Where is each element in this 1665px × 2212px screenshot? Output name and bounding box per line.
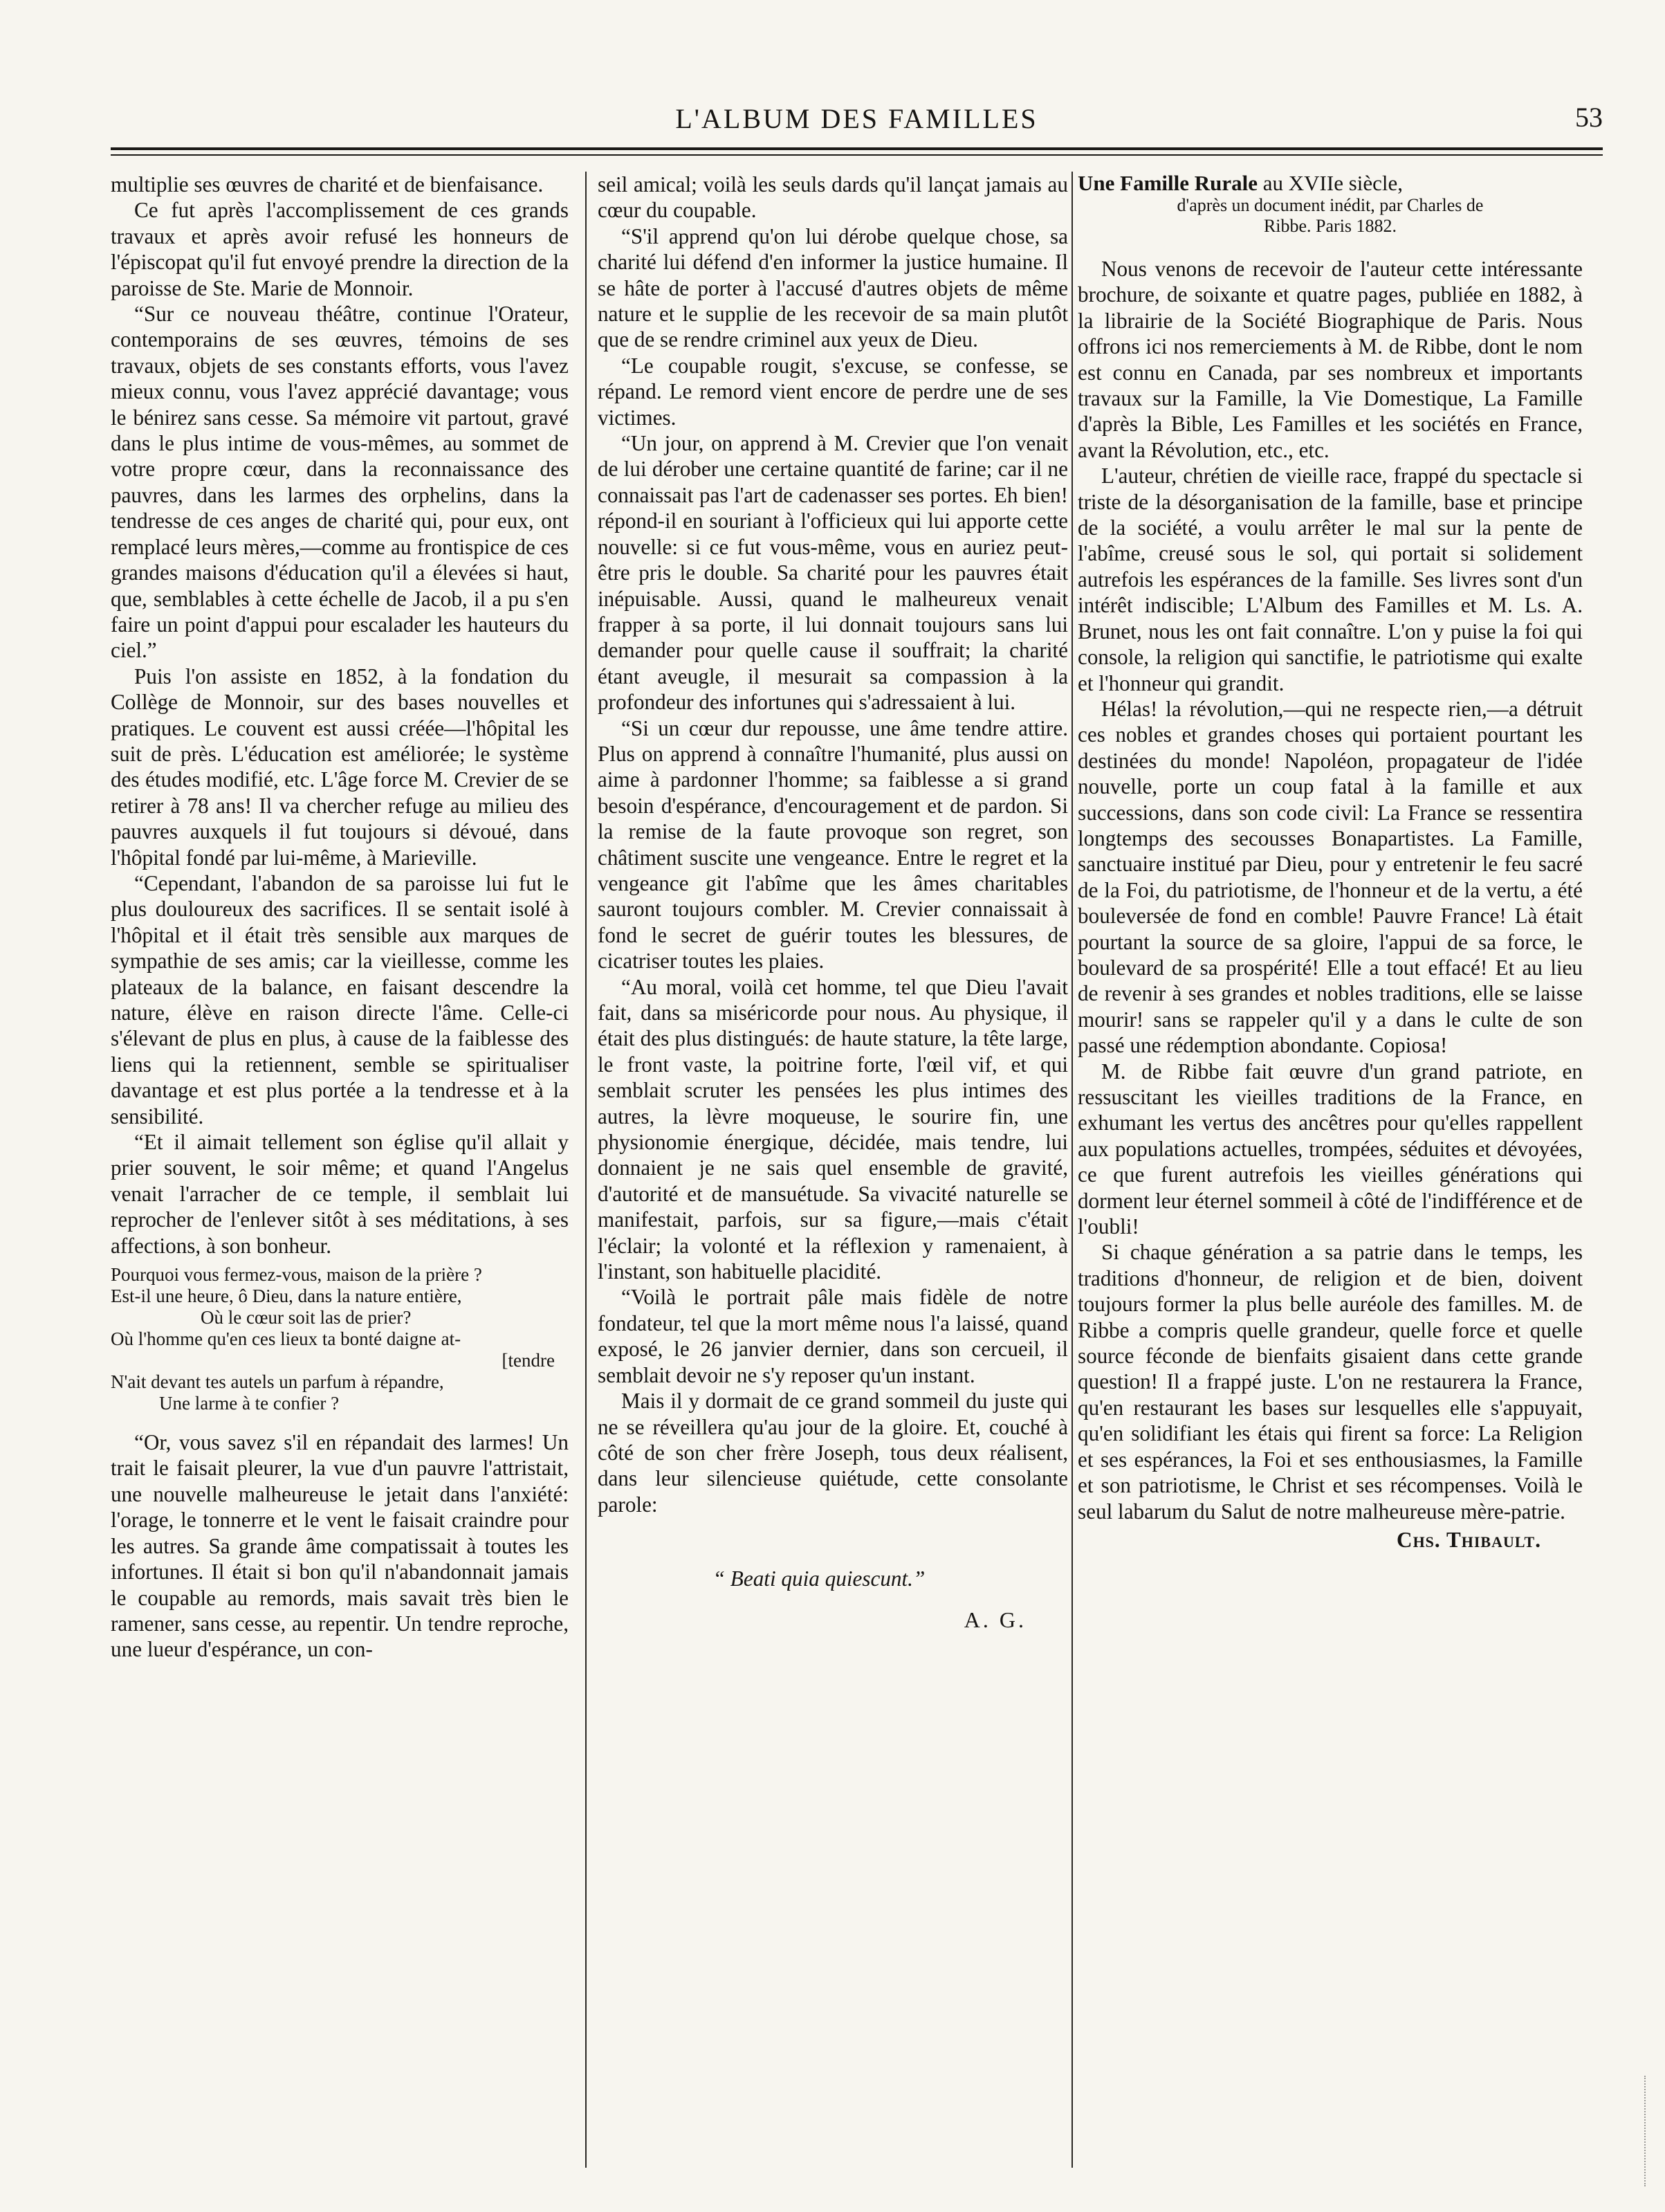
column-1: [111, 172, 569, 2178]
poem-line: Pourquoi vous fermez-vous, maison de la prière ?: [111, 1264, 482, 1286]
binding-edge-mark: [1644, 2076, 1653, 2186]
header-rule-thick: [111, 147, 1603, 150]
paragraph: “S'il apprend qu'on lui dérobe quelque chose, sa charité lui défend d'en informer la justice humaine. Il se hâte de porter à l'accusé d'autres objets de même nature et le supplie de les recevoir de sa main plutôt que de se rendre criminel aux yeux de Dieu.: [598, 223, 1068, 352]
paragraph: Mais il y dormait de ce grand sommeil du juste qui ne se réveillera qu'au jour de la gloire. Et, couché à côté de son cher frère Joseph, tous deux réalisent, dans leur silencieuse quiétude, cette consolante parole:: [598, 1389, 1068, 1517]
poem-line: Une larme à te confier ?: [159, 1393, 340, 1414]
paragraph: Hélas! la révolution,—qui ne respecte rien,—a détruit ces nobles et grandes choses qui portaient pourtant les destinées du monde! Napoléon, propagateur de l'idée nouvelle, porte un coup fatal à la famille et aux successions, dans son code civil: La France se ressentira longtemps des secousses Bonapartistes. La Famille, sanctuaire institué par Dieu, pour y entretenir le feu sacré de la Foi, du patriotisme, de l'honneur et de la vertu, a été bouleversée de fond en comble! Pauvre France! Là était pourtant la source de sa gloire, l'appui de sa force, le boulevard de sa prospérité! Elle a tout effacé! Et au lieu de revenir à ses grandes et nobles traditions, elle se laisse mourir! sans se rappeler qu'il y a dans le culte de son passé une rédemption abondante. Copiosa!: [1078, 696, 1583, 1058]
page-number: 53: [1575, 102, 1603, 133]
paragraph: M. de Ribbe fait œuvre d'un grand patriote, en ressuscitant les vieilles traditions de la France, en exhumant les vertus des ancêtres pour qu'elles rappellent aux populations actuelles, trompées, séduites et dévoyées, ce que furent autrefois les vieilles générations qui dorment leur éternel sommeil à côté de l'indifférence et de l'oubli!: [1078, 1059, 1583, 1239]
review-title: Une Famille Rurale: [1078, 172, 1258, 195]
paragraph: “Sur ce nouveau théâtre, continue l'Orateur, contemporains de ses œuvres, témoins de ses travaux, objets de ses constants efforts, vous l'avez mieux connu, vous l'avez apprécié davantage; vous le bénirez sans cesse. Sa mémoire vit partout, gravé dans le plus intime de vous-mêmes, au sommet de votre propre cœur, dans la reconnaissance des pauvres, dans les larmes des orphelins, dans la tendresse de ces anges de charité qui, pour eux, ont remplacé leurs mères,—comme au frontispice de ces grandes maisons d'éducation qu'il a élevées si haut, que, semblables à cette échelle de Jacob, il a pu s'en faire un point d'appui pour escalader les hauteurs du ciel.”: [111, 302, 569, 663]
paragraph: “Le coupable rougit, s'excuse, se confesse, se répand. Le remord vient encore de perdre une de ses victimes.: [598, 353, 1068, 430]
column-2: [598, 172, 1068, 2178]
paragraph: “Cependant, l'abandon de sa paroisse lui fut le plus douloureux des sacrifices. Il se sentait isolé à l'hôpital et il était très sensible aux marques de sympathie de ses amis; car la vieillesse, comme les plateaux de la balance, en faisant descendre la nature, élève en raison directe l'âme. Celle-ci s'élevant de plus en plus, à cause de la faiblesse des liens qui la retiennent, semble se spiritualiser davantage et est plus portée a la tendresse et à la sensibilité.: [111, 870, 569, 1128]
review-heading: [1078, 172, 1583, 237]
running-title: L'ALBUM DES FAMILLES: [675, 103, 1038, 134]
latin-quote: “ Beati quia quiescunt.”: [712, 1566, 926, 1591]
poem-line: Où l'homme qu'en ces lieux ta bonté daigne at-: [111, 1328, 461, 1350]
paragraph: “Voilà le portrait pâle mais fidèle de notre fondateur, tel que la mort même nous l'a laissé, quand exposé, le 26 janvier dernier, dans son cercueil, il semblait devoir ne s'y reposer qu'un instant.: [598, 1285, 1068, 1387]
review-subtitle: d'après un document inédit, par Charles de: [1177, 195, 1484, 215]
review-title-rest: au XVIIe siècle,: [1258, 172, 1404, 195]
paragraph: Ce fut après l'accomplissement de ces grands travaux et après avoir refusé les honneurs de l'épiscopat qu'il fut envoyé prendre la direction de la paroisse de Ste. Marie de Monnoir.: [111, 198, 569, 300]
poem-line: Où le cœur soit las de prier?: [201, 1307, 412, 1328]
header-rule-thin: [111, 154, 1603, 156]
poem-line: N'ait devant tes autels un parfum à répandre,: [111, 1371, 444, 1393]
paragraph: “Au moral, voilà cet homme, tel que Dieu l'avait fait, dans sa miséricorde pour nous. Au physique, il était des plus distingués: de haute stature, la tête large, le front vaste, la poitrine forte, l'œil vif, et qui semblait scruter les pensées les plus intimes des autres, la lèvre moqueuse, le sourire fin, une physionomie énergique, décidée, mais tendre, lui donnaient je ne sais quel ensemble de gravité, d'autorité et de mansuétude. Sa vivacité naturelle se manifestait, parfois, sur sa figure,—mais c'était l'éclair; la volonté et la réflexion y ramenaient, à l'instant, son habituelle placidité.: [598, 974, 1068, 1284]
poem-line: [tendre: [502, 1350, 555, 1371]
poem-excerpt: [111, 1264, 569, 1414]
review-signature: Chs. Thibault.: [1397, 1527, 1541, 1552]
column-divider-2: [1071, 172, 1073, 2168]
column-divider-1: [585, 172, 587, 2168]
paragraph: Puis l'on assiste en 1852, à la fondation du Collège de Monnoir, sur des bases nouvelles et pratiques. Le couvent est aussi créée—l'hôpital les suit de près. L'éducation est améliorée; le système des études modifié, etc. L'âge force M. Crevier de se retirer à 78 ans! Il va chercher refuge au milieu des pauvres auxquels il fut toujours si dévoué, dans l'hôpital fondé par lui-même, à Marieville.: [111, 664, 569, 870]
paragraph: multiplie ses œuvres de charité et de bienfaisance.: [111, 172, 544, 196]
column-3: [1078, 172, 1583, 2178]
paragraph: “Si un cœur dur repousse, une âme tendre attire. Plus on apprend à connaître l'humanité, plus aussi on aime à pardonner l'homme; sa faiblesse a si grand besoin d'espérance, d'encouragement et de pardon. Si la remise de la faute provoque son regret, son châtiment suscite une vengeance. Entre le regret et la vengeance git l'abîme que les âmes charitables sauront toujours combler. M. Crevier connaissait à fond le secret de guérir toutes les blessures, de cicatriser toutes les plaies.: [598, 715, 1068, 974]
paragraph: seil amical; voilà les seuls dards qu'il lançat jamais au cœur du coupable.: [598, 172, 1068, 223]
review-publication: Ribbe. Paris 1882.: [1263, 216, 1397, 236]
paragraph: Nous venons de recevoir de l'auteur cette intéressante brochure, de soixante et quatre pages, publiée en 1882, à la librairie de la Société Biographique de Paris. Nous offrons ici nos remerciements à M. de Ribbe, dont le nom est connu en Canada, par ses nombreux et importants travaux sur la Famille, la Vie Domestique, La Famille d'après la Bible, Les Familles et les sociétés en France, avant la Révolution, etc., etc.: [1078, 257, 1583, 462]
paragraph: “Et il aimait tellement son église qu'il allait y prier souvent, le soir même; et quand l'Angelus venait l'arracher de ce temple, il semblait lui reprocher de l'enlever sitôt à ses méditations, à ses affections, à son bonheur.: [111, 1130, 569, 1258]
paragraph: L'auteur, chrétien de vieille race, frappé du spectacle si triste de la désorganisation de la famille, base et principe de la société, a voulu arrêter le mal sur la pente de l'abîme, creusé sous le sol, qui portait si solidement autrefois les espérances de la famille. Ses livres sont d'un intérêt indiscible; L'Album des Familles et M. Ls. A. Brunet, nous les ont fait connaître. L'on y puise la foi qui console, la religion qui sanctifie, le patriotisme qui exalte et l'honneur qui grandit.: [1078, 464, 1583, 695]
author-initials: A. G.: [964, 1607, 1027, 1632]
paragraph: “Un jour, on apprend à M. Crevier que l'on venait de lui dérober une certaine quantité de farine; car il ne connaissait pas l'art de cadenasser ses portes. Eh bien! répond-il en souriant à l'officieux qui lui apporte cette nouvelle: si ce fut vous-même, vous en auriez peut-être pris le double. Sa charité pour les pauvres était inépuisable. Aussi, quand le malheureux venait frapper à sa porte, il lui donnait toujours sans lui demander pour quelle cause il souffrait; la charité étant aveugle, il mesurait sa compassion à la profondeur des infortunes qui s'adressaient à lui.: [598, 431, 1068, 715]
paragraph: Si chaque génération a sa patrie dans le temps, les traditions d'honneur, de religion et de bien, doivent toujours former la plus belle auréole des familles. M. de Ribbe a compris quelle grandeur, quelle force et quelle source féconde de bienfaits gisaient dans cette grande question! Il a frappé juste. L'on ne restaurera la France, qu'en restaurant les bases sur lesquelles elle s'appuyait, qu'en solidifiant les étais qui firent sa force: La Religion et ses espérances, la Foi et ses enthousiasmes, la Famille et son patriotisme, le Christ et ses récompenses. Voilà le seul labarum du Salut de notre malheureuse mère-patrie.: [1078, 1240, 1583, 1524]
page-header: [111, 97, 1603, 138]
paragraph: “Or, vous savez s'il en répandait des larmes! Un trait le faisait pleurer, la vue d'un pauvre l'attristait, une nouvelle malheureuse le jetait dans l'anxiété: l'orage, le tonnerre et le vent le faisait craindre pour les autres. Sa grande âme compatissait à toutes les infortunes. Il était si bon qu'il n'abandonnait jamais le coupable au remords, mais savait très bien le ramener, sans cesse, au repentir. Un tendre reproche, une lueur d'espérance, un con-: [111, 1430, 569, 1662]
poem-line: Est-il une heure, ô Dieu, dans la nature entière,: [111, 1286, 462, 1307]
